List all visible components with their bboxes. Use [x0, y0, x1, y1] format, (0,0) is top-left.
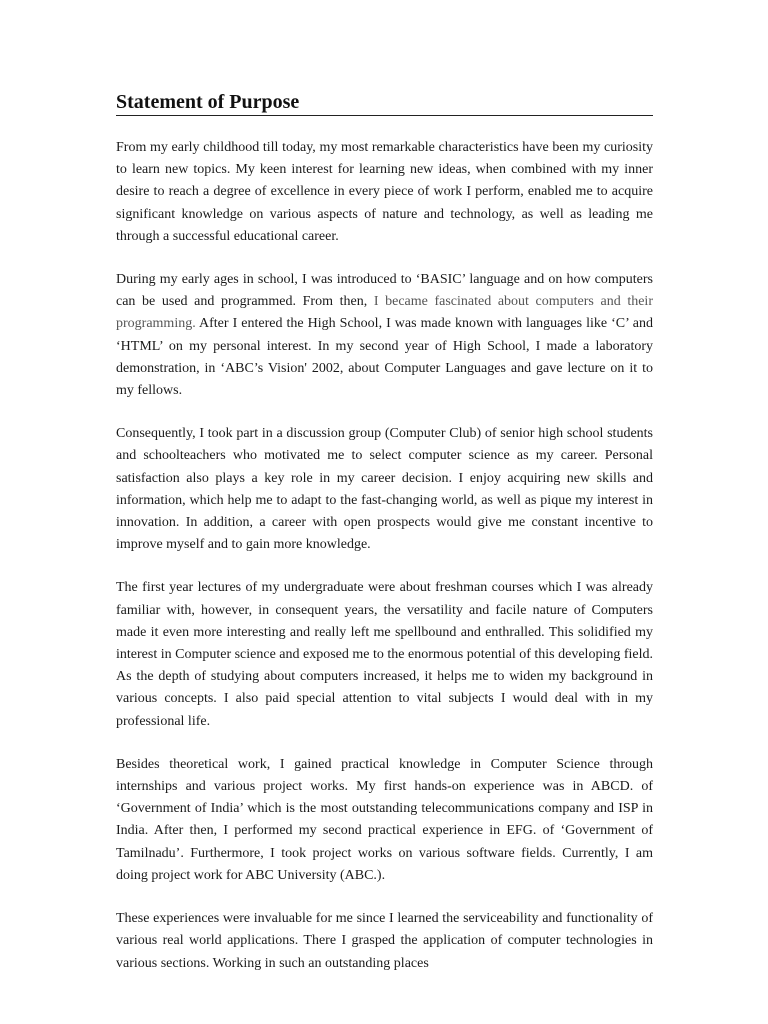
paragraph-5 — [116, 754, 653, 887]
paragraph-text: Consequently, I took part in a discussion group (Computer Club) of senior high school students and schoolteachers who motivated me to select computer science as my career. Personal satisfaction also plays a key role in my career decision. I enjoy acquiring new skills and information, which help me to adapt to the fast-changing world, as well as pique my interest in innovation. In addition, a career with open prospects would give me constant incentive to improve myself and to gain more knowledge. — [116, 426, 653, 553]
paragraph-text: After I entered the High School, I was made known with languages like ‘C’ and ‘HTML’ on my personal interest. In my second year of High School, I made a laboratory demonstration, in ‘ABC’s Vision' 2002, about Computer Languages and gave lecture on it to my fellows. — [116, 316, 653, 399]
paragraph-2 — [116, 269, 653, 402]
paragraph-text: These experiences were invaluable for me since I learned the serviceability and functionality of various real world applications. There I grasped the application of computer technologies in various sections. Working in such an outstanding places — [116, 911, 653, 971]
highlighted-text: I became fascinated about computers and their programming. — [116, 294, 653, 332]
paragraph-6 — [116, 908, 653, 975]
paragraph-text: Besides theoretical work, I gained practical knowledge in Computer Science through internships and various project works. My first hands-on experience was in ABCD. of ‘Government of India’ which is the most outstanding telecommunications company and ISP in India. After then, I performed my second practical experience in EFG. of ‘Government of Tamilnadu’. Furthermore, I took project works on various software fields. Currently, I am doing project work for ABC University (ABC.). — [116, 756, 653, 883]
paragraph-4 — [116, 577, 653, 732]
paragraph-text: From my early childhood till today, my most remarkable characteristics have been my curiosity to learn new topics. My keen interest for learning new ideas, when combined with my inner desire to reach a degree of excellence in every piece of work I perform, enabled me to acquire significant knowledge on various aspects of nature and technology, as well as leading me through a successful educational career. — [116, 140, 653, 244]
paragraph-text: During my early ages in school, I was introduced to ‘BASIC’ language and on how computers can be used and programmed. From then, — [116, 272, 653, 310]
paragraph-1 — [116, 137, 653, 248]
document-body — [116, 137, 653, 996]
page-title: Statement of Purpose — [116, 89, 653, 116]
paragraph-text: The first year lectures of my undergraduate were about freshman courses which I was already familiar with, however, in consequent years, the versatility and facile nature of Computers made it even more interesting and really left me spellbound and enthralled. This solidified my interest in Computer science and exposed me to the enormous potential of this developing field. As the depth of studying about computers increased, it helps me to widen my background in various concepts. I also paid special attention to vital subjects I would deal with in my professional life. — [116, 580, 653, 729]
paragraph-3 — [116, 423, 653, 556]
